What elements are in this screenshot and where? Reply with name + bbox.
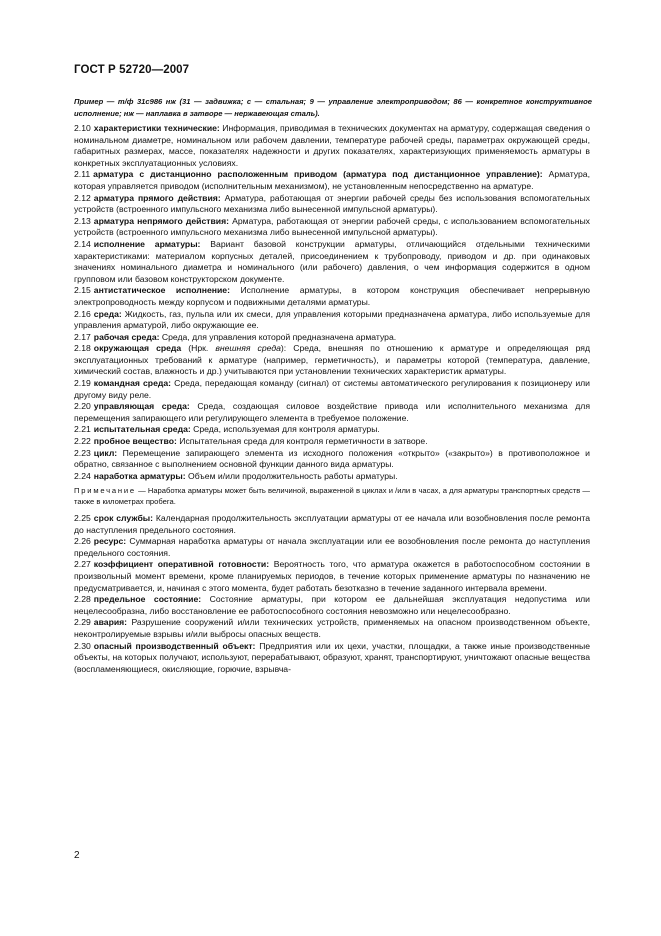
term: исполнение арматуры: (93, 238, 201, 249)
clause-number: 2.14 (74, 238, 91, 249)
definition-paragraph (74, 193, 590, 216)
example-label: Пример (74, 97, 104, 106)
definition-paragraph (74, 436, 590, 448)
definition-text: ): Среда, внешняя по отношению к арматуре и определяющая ряд эксплуатационных требований к арматуре (например, герметичность), и параметры которой (температура, давление, химический состав, влажность и др.) учитываются при установлении технических характеристик арматуры. (74, 343, 590, 377)
definition-text: Объем и/или продолжительность работы арматуры. (185, 470, 398, 481)
term: рабочая среда: (93, 331, 160, 342)
term: антистатическое исполнение: (93, 285, 230, 296)
definition-paragraph (74, 216, 590, 239)
definition-paragraph (74, 332, 590, 344)
example-text: — т/ф 31с986 нж (31 — задвижка; с — стальная; 9 — управление электроприводом; 86 — конкретное конструктивное исполнение; нж — наплавка в затворе — нержавеющая сталь). (74, 97, 592, 118)
paragraph-list-1 (74, 123, 590, 482)
page-header: ГОСТ Р 52720—2007 (74, 64, 190, 76)
note (74, 486, 590, 508)
term: управляющая среда: (93, 401, 190, 412)
definition-paragraph (74, 309, 590, 332)
term: командная среда: (93, 378, 172, 389)
definition-paragraph (74, 641, 590, 676)
definition-paragraph (74, 448, 590, 471)
definition-text: Информация, приводимая в технических документах на арматуру, содержащая сведения о номинальном диаметре, номинальном или рабочем давлении, температуре рабочей среды, параметрах окружающей среды, габаритных размерах, массе, показателях надежности и других показателях, характеризующих применяемость арматуры в конкретных эксплуатационных условиях. (74, 123, 590, 168)
term: арматура с дистанционно расположенным приводом (арматура под дистанционное управление): (93, 169, 543, 180)
definition-text: Суммарная наработка арматуры от начала эксплуатации или ее возобновления после ремонта до наступления предельного состояния. (74, 536, 590, 558)
term: предельное состояние: (93, 594, 202, 605)
term: ресурс: (93, 536, 127, 547)
document-body (74, 123, 590, 675)
clause-number: 2.20 (74, 401, 91, 412)
clause-number: 2.19 (74, 378, 91, 389)
term: арматура непрямого действия: (93, 215, 229, 226)
term: окружающая среда (93, 343, 182, 354)
term: характеристики технические: (93, 123, 220, 133)
definition-text: Состояние арматуры, при котором ее дальнейшая эксплуатация недопустима или нецелесообразна, либо восстановление ее работоспособного состояния невозможно или нецелесообразно. (74, 594, 590, 616)
definition-text: Арматура, работающая от энергии рабочей среды без использования вспомогательных устройств (встроенного импульсного механизма либо вынесенной импульсной арматуры). (74, 192, 590, 215)
definition-text: Вероятность того, что арматура окажется в работоспособном состоянии в произвольный момент времени, кроме планируемых периодов, в течение которых применение арматуры по назначению не предусматривается, и, начиная с этого момента, будет работать безотказно в течение заданного интервала времени. (74, 559, 591, 593)
term: арматура прямого действия: (93, 192, 221, 203)
definition-text: Среда, для управления которой предназначена арматура. (159, 331, 397, 342)
paragraph-list-2 (74, 513, 590, 675)
definition-text: Вариант базовой конструкции арматуры, отличающийся отдельными техническими характеристиками: материалом корпусных деталей, присоединением к трубопроводу, приводом и др. при одинаковых значениях номинального диаметра и номинального (или рабочего) давления, о чем информация содержится в одном групповом или базовом конструкторском документе. (74, 238, 590, 284)
definition-text: Разрушение сооружений и/или технических устройств, применяемых на опасном производственном объекте, неконтролируемые взрывы и/или выбросы опасных веществ. (74, 617, 590, 639)
note-text: — Наработка арматуры может быть величиной, выраженной в циклах и /или в часах, а для арматуры транспортных средств — также в километрах пробега. (74, 486, 590, 507)
definition-text: Среда, создающая силовое воздействие привода или исполнительного механизма для перемещения запирающего или регулирующего элемента в требуемое положение. (74, 401, 590, 423)
clause-number: 2.26 (74, 536, 91, 547)
term: среда: (93, 308, 122, 319)
definition-text: Жидкость, газ, пульпа или их смеси, для управления которыми предназначена арматура, либо используемые для управления арматурой, либо окружающие ее. (74, 308, 590, 331)
definition-text: Среда, используемая для контроля арматуры. (190, 424, 380, 435)
term: цикл: (93, 447, 118, 458)
definition-text: Перемещение запирающего элемента из исходного положения «открыто» («закрыто») в противоположное и обратно, связанное с выполнением основной функции данного вида арматуры. (74, 447, 590, 470)
term: испытательная среда: (93, 424, 191, 435)
clause-number: 2.23 (74, 447, 91, 458)
definition-text: Предприятия или их цехи, участки, площадки, а также иные производственные объекты, на которых получают, используют, перерабатывают, образуют, хранят, транспортируют, уничтожают опасные вещества (воспламеняющиеся, окисляющие, горючие, взрывча- (74, 640, 590, 674)
term: авария: (93, 617, 128, 628)
definition-paragraph (74, 169, 590, 192)
deprecated-term: внешняя среда (215, 343, 281, 354)
definition-paragraph (74, 536, 590, 559)
definition-paragraph (74, 343, 590, 378)
definition-paragraph (74, 513, 590, 536)
definition-paragraph (74, 617, 590, 640)
clause-number: 2.12 (74, 192, 91, 203)
clause-number: 2.15 (74, 285, 91, 296)
clause-number: 2.28 (74, 594, 91, 605)
clause-number: 2.10 (74, 123, 91, 133)
term: пробное вещество: (93, 436, 177, 447)
clause-number: 2.21 (74, 424, 91, 435)
note-label: Примечание (74, 486, 136, 496)
definition-paragraph (74, 378, 590, 401)
definition-paragraph (74, 239, 590, 285)
clause-number: 2.22 (74, 436, 91, 447)
page-number: 2 (74, 850, 80, 861)
clause-number: 2.24 (74, 470, 91, 481)
clause-number: 2.25 (74, 513, 91, 523)
clause-number: 2.17 (74, 331, 91, 342)
definition-paragraph (74, 424, 590, 436)
definition-paragraph (74, 559, 590, 594)
clause-number: 2.30 (74, 640, 91, 651)
term: опасный производственный объект: (93, 640, 256, 651)
definition-text: Арматура, которая управляется приводом (исполнительным механизмом), не установленным непосредственно на арматуре. (74, 169, 590, 191)
definition-paragraph (74, 401, 590, 424)
clause-number: 2.29 (74, 617, 91, 628)
definition-paragraph (74, 285, 590, 308)
clause-number: 2.16 (74, 308, 91, 319)
definition-text: Календарная продолжительность эксплуатации арматуры от ее начала или возобновления после ремонта до наступления предельного состояния. (74, 513, 590, 535)
term-qualifier: (Нрк. (181, 343, 216, 354)
term: коэффициент оперативной готовности: (93, 559, 270, 570)
definition-text: Испытательная среда для контроля герметичности в затворе. (176, 436, 428, 447)
example-note (74, 96, 592, 119)
definition-paragraph (74, 594, 590, 617)
definition-paragraph (74, 123, 590, 169)
clause-number: 2.18 (74, 343, 91, 354)
term: наработка арматуры: (93, 470, 186, 481)
definition-text: Исполнение арматуры, в котором конструкция обеспечивает непрерывную электропроводность между корпусом и подвижными деталями арматуры. (74, 285, 590, 307)
clause-number: 2.11 (74, 169, 91, 180)
definition-text: Арматура, работающая от энергии рабочей среды, с использованием вспомогательных устройств (встроенного импульсного механизма либо вынесенной импульсной арматуры). (74, 215, 590, 238)
term: срок службы: (93, 513, 154, 523)
clause-number: 2.13 (74, 215, 91, 226)
clause-number: 2.27 (74, 559, 91, 570)
definition-text: Среда, передающая команду (сигнал) от системы автоматического регулирования к позиционеру или другому виду реле. (74, 378, 590, 400)
definition-paragraph (74, 471, 590, 483)
